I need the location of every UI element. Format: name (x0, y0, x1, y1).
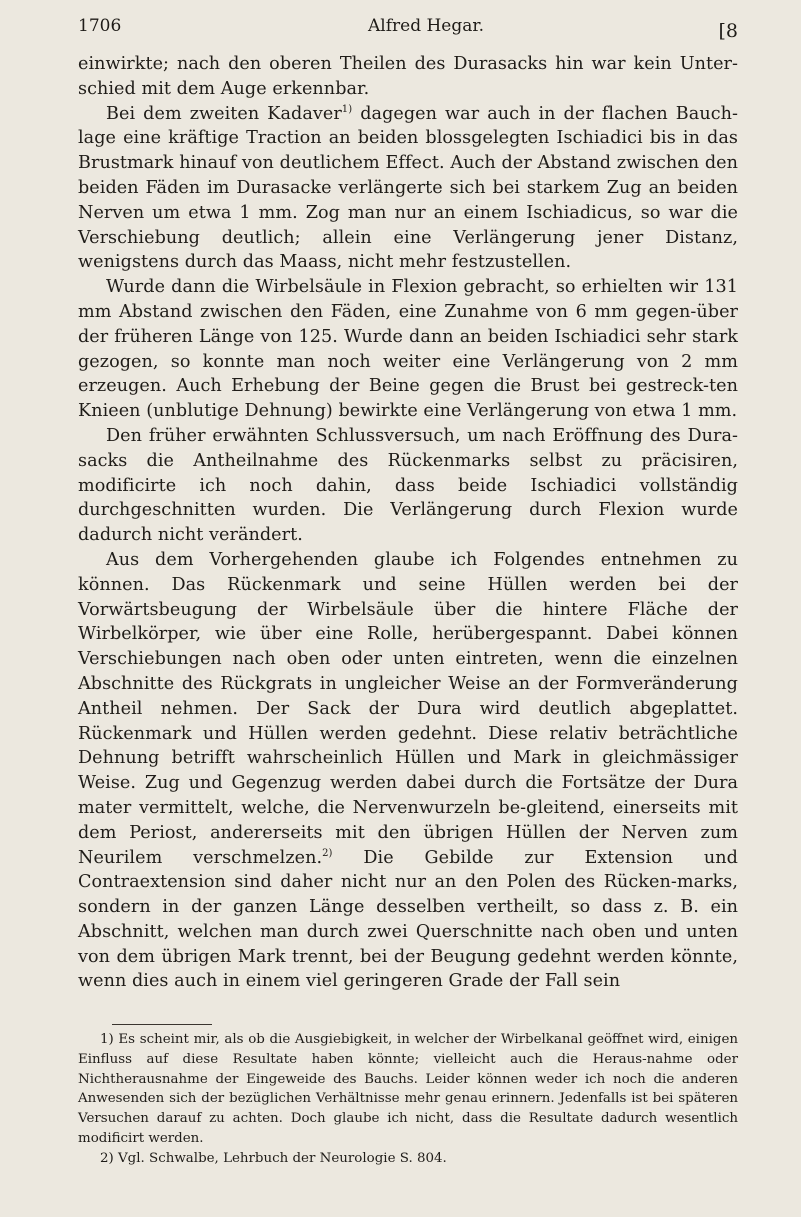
paragraph-text: Bei dem zweiten Kadaver (106, 103, 342, 124)
paragraph-text: dagegen war auch in der flachen Bauch-lage eine kräftige Traction an beiden blossgelegten Ischiadici bis in das Brustmark hinauf von deutlichem Effect. Auch der Abstand zwischen den beiden Fäden im Durasacke verlängerte sich bei starkem Zug an beiden Nerven um etwa 1 mm. Zog man nur an einem Ischiadicus, so war die Verschiebung deutlich; allein eine Verlängerung jener Distanz, wenigstens durch das Maass, nicht mehr festzustellen. (78, 103, 738, 273)
footnote-ref: 1) (341, 103, 353, 115)
running-title: Alfred Hegar. (368, 16, 485, 36)
paragraph (78, 548, 738, 994)
paragraph: Den früher erwähnten Schlussversuch, um nach Eröffnung des Dura-sacks die Antheilnahme des Rückenmarks selbst zu präcisiren, modificirte ich noch dahin, dass beide Ischiadici vollständig durchgeschnitten wurden. Die Verlängerung durch Flexion wurde dadurch nicht verändert. (78, 425, 738, 546)
page-number: 1706 (78, 16, 122, 36)
paragraph: einwirkte; nach den oberen Theilen des Durasacks hin war kein Unter-schied mit dem Auge erkennbar. (78, 54, 738, 99)
footnote: 2) Vgl. Schwalbe, Lehrbuch der Neurologie S. 804. (100, 1150, 447, 1166)
paragraph-text: Die Gebilde zur Extension und Contraextension sind daher nicht nur an den Polen des Rücken-marks, sondern in der ganzen Länge desselben vertheilt, so dass z. B. ein Abschnitt, welchen man durch zwei Querschnitte nach oben und unten von dem übrigen Mark trennt, bei der Beugung gedehnt werden könnte, wenn dies auch in einem viel geringeren Grade der Fall sein (78, 847, 738, 992)
section-mark: [8 (718, 20, 738, 42)
page-header (78, 16, 738, 46)
footnote: 1) Es scheint mir, als ob die Ausgiebigkeit, in welcher der Wirbelkanal geöffnet wird, einigen Einfluss auf diese Resultate haben könnte; vielleicht auch die Heraus-nahme oder Nichtherausnahme der Eingeweide des Bauchs. Leider können weder ich noch die anderen Anwesenden sich der bezüglichen Verhältnisse mehr genau erinnern. Jedenfalls ist bei späteren Versuchen darauf zu achten. Doch glaube ich nicht, dass die Resultate dadurch wesentlich modificirt werden. (78, 1032, 738, 1146)
footnotes (78, 1030, 738, 1169)
footnote-ref: 2) (322, 847, 333, 859)
footnote-divider (112, 1024, 212, 1025)
paragraph-text: Aus dem Vorhergehenden glaube ich Folgendes entnehmen zu können. Das Rückenmark und seine Hüllen werden bei der Vorwärtsbeugung der Wirbelsäule über die hintere Fläche der Wirbelkörper, wie über eine Rolle, herübergespannt. Dabei können Verschiebungen nach oben oder unten eintreten, wenn die einzelnen Abschnitte des Rückgrats in ungleicher Weise an der Formveränderung Antheil nehmen. Der Sack der Dura wird deutlich abgeplattet. Rückenmark und Hüllen werden gedehnt. Diese relativ beträchtliche Dehnung betrifft wahrscheinlich Hüllen und Mark in gleichmässiger Weise. Zug und Gegenzug werden dabei durch die Fortsätze der Dura mater vermittelt, welche, die Nervenwurzeln be-gleitend, einerseits mit dem Periost, andererseits mit den übrigen Hüllen der Nerven zum Neurilem verschmelzen. (78, 549, 738, 868)
paragraph: Wurde dann die Wirbelsäule in Flexion gebracht, so erhielten wir 131 mm Abstand zwischen den Fäden, eine Zunahme von 6 mm gegen-über der früheren Länge von 125. Wurde dann an beiden Ischiadici sehr stark gezogen, so konnte man noch weiter eine Verlängerung von 2 mm erzeugen. Auch Erhebung der Beine gegen die Brust bei gestreck-ten Knieen (unblutige Dehnung) bewirkte eine Verlängerung von etwa 1 mm. (78, 277, 738, 422)
main-text (78, 52, 738, 994)
paragraph (78, 102, 738, 276)
